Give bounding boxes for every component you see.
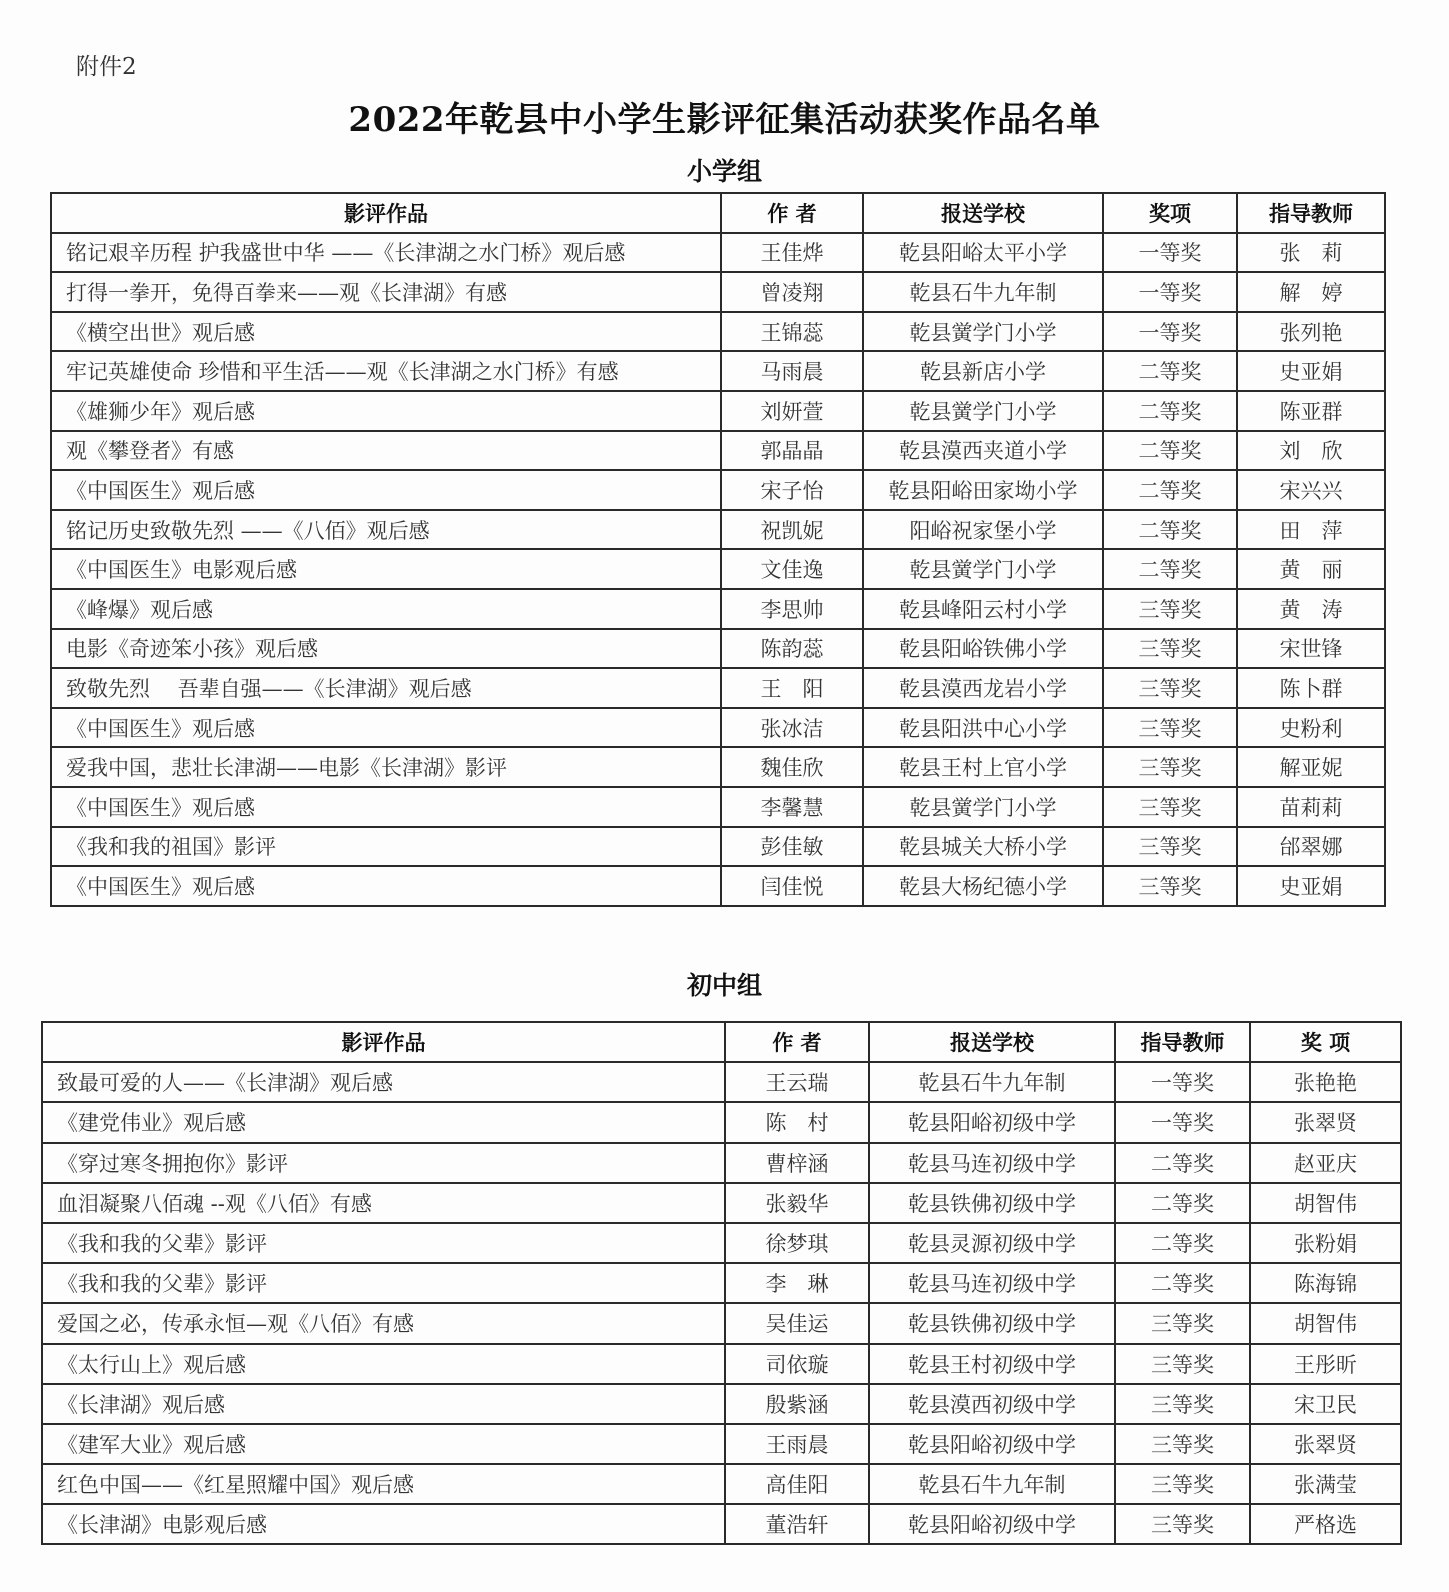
table-row — [42, 1143, 1401, 1183]
cell-col5: 张满莹 — [1250, 1464, 1401, 1504]
cell-work: 《太行山上》观后感 — [42, 1344, 725, 1384]
cell-author: 王云瑞 — [725, 1062, 869, 1102]
cell-school: 乾县阳峪太平小学 — [863, 233, 1103, 273]
table-row — [51, 668, 1385, 708]
cell-col4: 二等奖 — [1115, 1263, 1250, 1303]
cell-col4: 三等奖 — [1103, 708, 1237, 748]
cell-col5: 史亚娟 — [1237, 866, 1385, 906]
table-row — [51, 708, 1385, 748]
table-row — [42, 1384, 1401, 1424]
cell-work: 观《攀登者》有感 — [51, 431, 721, 471]
cell-col4: 二等奖 — [1103, 391, 1237, 431]
cell-author: 祝凯妮 — [721, 510, 863, 550]
header-award: 奖 项 — [1250, 1022, 1401, 1062]
cell-author: 马雨晨 — [721, 351, 863, 391]
middle-awards-table — [41, 1021, 1402, 1545]
cell-school: 乾县石牛九年制 — [863, 272, 1103, 312]
table-row — [42, 1424, 1401, 1464]
cell-col5: 史亚娟 — [1237, 351, 1385, 391]
table-row — [42, 1102, 1401, 1142]
cell-author: 高佳阳 — [725, 1464, 869, 1504]
cell-school: 乾县黉学门小学 — [863, 549, 1103, 589]
cell-school: 乾县石牛九年制 — [869, 1464, 1115, 1504]
cell-col4: 二等奖 — [1115, 1223, 1250, 1263]
cell-col4: 二等奖 — [1103, 431, 1237, 471]
cell-work: 血泪凝聚八佰魂 --观《八佰》有感 — [42, 1183, 725, 1223]
header-school: 报送学校 — [869, 1022, 1115, 1062]
cell-work: 《长津湖》电影观后感 — [42, 1504, 725, 1544]
cell-work: 《中国医生》观后感 — [51, 708, 721, 748]
cell-col4: 一等奖 — [1103, 312, 1237, 352]
cell-work: 《我和我的祖国》影评 — [51, 827, 721, 867]
cell-col4: 三等奖 — [1103, 668, 1237, 708]
cell-author: 徐梦琪 — [725, 1223, 869, 1263]
cell-col5: 黄 丽 — [1237, 549, 1385, 589]
cell-school: 乾县峰阳云村小学 — [863, 589, 1103, 629]
header-teacher: 指导教师 — [1237, 193, 1385, 233]
cell-school: 乾县漠西夹道小学 — [863, 431, 1103, 471]
cell-school: 乾县马连初级中学 — [869, 1263, 1115, 1303]
cell-col5: 宋卫民 — [1250, 1384, 1401, 1424]
cell-col4: 三等奖 — [1103, 866, 1237, 906]
cell-work: 《建党伟业》观后感 — [42, 1102, 725, 1142]
header-author: 作 者 — [721, 193, 863, 233]
cell-author: 王锦蕊 — [721, 312, 863, 352]
document-title: 2022年乾县中小学生影评征集活动获奖作品名单 — [348, 100, 1101, 140]
table-row — [51, 470, 1385, 510]
cell-author: 李 琳 — [725, 1263, 869, 1303]
table-row — [51, 312, 1385, 352]
cell-author: 陈 村 — [725, 1102, 869, 1142]
cell-work: 铭记艰辛历程 护我盛世中华 ——《长津湖之水门桥》观后感 — [51, 233, 721, 273]
table-header-row — [42, 1022, 1401, 1062]
cell-col5: 刘 欣 — [1237, 431, 1385, 471]
cell-author: 殷紫涵 — [725, 1384, 869, 1424]
cell-col4: 三等奖 — [1115, 1504, 1250, 1544]
cell-col5: 陈亚群 — [1237, 391, 1385, 431]
header-author: 作 者 — [725, 1022, 869, 1062]
cell-school: 乾县黉学门小学 — [863, 312, 1103, 352]
header-work: 影评作品 — [42, 1022, 725, 1062]
cell-school: 乾县阳峪田家坳小学 — [863, 470, 1103, 510]
table-row — [42, 1303, 1401, 1343]
cell-author: 闫佳悦 — [721, 866, 863, 906]
cell-col5: 胡智伟 — [1250, 1183, 1401, 1223]
cell-work: 爱国之必，传承永恒—观《八佰》有感 — [42, 1303, 725, 1343]
cell-col4: 一等奖 — [1115, 1062, 1250, 1102]
table-row — [42, 1183, 1401, 1223]
cell-col5: 严格选 — [1250, 1504, 1401, 1544]
cell-work: 《我和我的父辈》影评 — [42, 1223, 725, 1263]
cell-work: 红色中国——《红星照耀中国》观后感 — [42, 1464, 725, 1504]
cell-work: 《中国医生》观后感 — [51, 866, 721, 906]
cell-col4: 三等奖 — [1103, 629, 1237, 669]
cell-col5: 邰翠娜 — [1237, 827, 1385, 867]
cell-work: 《我和我的父辈》影评 — [42, 1263, 725, 1303]
cell-school: 乾县漠西龙岩小学 — [863, 668, 1103, 708]
table-row — [51, 431, 1385, 471]
table-row — [42, 1263, 1401, 1303]
cell-col4: 三等奖 — [1115, 1464, 1250, 1504]
cell-author: 彭佳敏 — [721, 827, 863, 867]
cell-col5: 张艳艳 — [1250, 1062, 1401, 1102]
cell-author: 魏佳欣 — [721, 747, 863, 787]
cell-author: 董浩轩 — [725, 1504, 869, 1544]
table-header-row — [51, 193, 1385, 233]
cell-work: 铭记历史致敬先烈 ——《八佰》观后感 — [51, 510, 721, 550]
cell-school: 乾县铁佛初级中学 — [869, 1183, 1115, 1223]
cell-school: 乾县阳峪铁佛小学 — [863, 629, 1103, 669]
cell-author: 曹梓涵 — [725, 1143, 869, 1183]
table-row — [51, 233, 1385, 273]
cell-school: 乾县铁佛初级中学 — [869, 1303, 1115, 1343]
cell-col5: 宋世锋 — [1237, 629, 1385, 669]
cell-school: 乾县大杨纪德小学 — [863, 866, 1103, 906]
cell-col4: 二等奖 — [1103, 351, 1237, 391]
cell-school: 乾县石牛九年制 — [869, 1062, 1115, 1102]
cell-col4: 一等奖 — [1115, 1102, 1250, 1142]
cell-school: 乾县王村上官小学 — [863, 747, 1103, 787]
cell-school: 乾县阳洪中心小学 — [863, 708, 1103, 748]
cell-author: 文佳逸 — [721, 549, 863, 589]
table-row — [51, 827, 1385, 867]
cell-author: 张冰洁 — [721, 708, 863, 748]
cell-col5: 张粉娟 — [1250, 1223, 1401, 1263]
cell-col4: 二等奖 — [1115, 1143, 1250, 1183]
attachment-label: 附件2 — [76, 54, 137, 80]
cell-author: 陈韵蕊 — [721, 629, 863, 669]
cell-school: 乾县黉学门小学 — [863, 787, 1103, 827]
cell-author: 张毅华 — [725, 1183, 869, 1223]
cell-col5: 苗莉莉 — [1237, 787, 1385, 827]
cell-school: 乾县阳峪初级中学 — [869, 1424, 1115, 1464]
cell-col4: 二等奖 — [1103, 549, 1237, 589]
cell-col4: 三等奖 — [1115, 1384, 1250, 1424]
table-row — [51, 787, 1385, 827]
cell-col5: 陈海锦 — [1250, 1263, 1401, 1303]
cell-author: 王佳烨 — [721, 233, 863, 273]
cell-col5: 田 萍 — [1237, 510, 1385, 550]
cell-work: 致敬先烈 吾辈自强——《长津湖》观后感 — [51, 668, 721, 708]
cell-col4: 一等奖 — [1103, 233, 1237, 273]
cell-school: 乾县漠西初级中学 — [869, 1384, 1115, 1424]
cell-school: 乾县黉学门小学 — [863, 391, 1103, 431]
cell-col5: 张列艳 — [1237, 312, 1385, 352]
cell-work: 《中国医生》观后感 — [51, 470, 721, 510]
table-row — [42, 1062, 1401, 1102]
table-row — [51, 272, 1385, 312]
cell-work: 《穿过寒冬拥抱你》影评 — [42, 1143, 725, 1183]
cell-school: 阳峪祝家堡小学 — [863, 510, 1103, 550]
table-row — [51, 510, 1385, 550]
header-school: 报送学校 — [863, 193, 1103, 233]
cell-col4: 二等奖 — [1103, 470, 1237, 510]
cell-author: 王 阳 — [721, 668, 863, 708]
cell-col4: 三等奖 — [1103, 827, 1237, 867]
cell-col5: 解 婷 — [1237, 272, 1385, 312]
table-row — [42, 1464, 1401, 1504]
header-award: 奖项 — [1103, 193, 1237, 233]
cell-col5: 张翠贤 — [1250, 1102, 1401, 1142]
cell-author: 李馨慧 — [721, 787, 863, 827]
table-row — [51, 391, 1385, 431]
primary-awards-table — [50, 192, 1386, 907]
cell-school: 乾县城关大桥小学 — [863, 827, 1103, 867]
cell-author: 曾凌翔 — [721, 272, 863, 312]
cell-author: 郭晶晶 — [721, 431, 863, 471]
cell-col4: 三等奖 — [1115, 1424, 1250, 1464]
cell-col4: 三等奖 — [1115, 1303, 1250, 1343]
cell-col4: 二等奖 — [1103, 510, 1237, 550]
primary-table-body — [51, 233, 1385, 906]
cell-col4: 三等奖 — [1115, 1344, 1250, 1384]
cell-col5: 张翠贤 — [1250, 1424, 1401, 1464]
cell-work: 爱我中国，悲壮长津湖——电影《长津湖》影评 — [51, 747, 721, 787]
cell-author: 李思帅 — [721, 589, 863, 629]
table-row — [51, 589, 1385, 629]
header-work: 影评作品 — [51, 193, 721, 233]
table-row — [42, 1504, 1401, 1544]
cell-col5: 胡智伟 — [1250, 1303, 1401, 1343]
table-row — [51, 747, 1385, 787]
table-row — [42, 1223, 1401, 1263]
cell-school: 乾县新店小学 — [863, 351, 1103, 391]
cell-work: 《建军大业》观后感 — [42, 1424, 725, 1464]
table-row — [42, 1344, 1401, 1384]
cell-school: 乾县阳峪初级中学 — [869, 1504, 1115, 1544]
cell-col4: 三等奖 — [1103, 589, 1237, 629]
cell-work: 《中国医生》电影观后感 — [51, 549, 721, 589]
cell-work: 《雄狮少年》观后感 — [51, 391, 721, 431]
table-row — [51, 866, 1385, 906]
cell-col5: 史粉利 — [1237, 708, 1385, 748]
cell-col5: 赵亚庆 — [1250, 1143, 1401, 1183]
cell-author: 刘妍萱 — [721, 391, 863, 431]
middle-group-title: 初中组 — [686, 971, 762, 1000]
cell-col4: 三等奖 — [1103, 747, 1237, 787]
cell-school: 乾县阳峪初级中学 — [869, 1102, 1115, 1142]
middle-table-body — [42, 1062, 1401, 1544]
cell-col5: 王彤昕 — [1250, 1344, 1401, 1384]
cell-work: 电影《奇迹笨小孩》观后感 — [51, 629, 721, 669]
cell-col5: 陈卜群 — [1237, 668, 1385, 708]
cell-col5: 宋兴兴 — [1237, 470, 1385, 510]
header-teacher: 指导教师 — [1115, 1022, 1250, 1062]
cell-work: 牢记英雄使命 珍惜和平生活——观《长津湖之水门桥》有感 — [51, 351, 721, 391]
cell-col4: 一等奖 — [1103, 272, 1237, 312]
cell-author: 王雨晨 — [725, 1424, 869, 1464]
cell-work: 《峰爆》观后感 — [51, 589, 721, 629]
table-row — [51, 549, 1385, 589]
cell-col4: 二等奖 — [1115, 1183, 1250, 1223]
cell-work: 打得一拳开，免得百拳来——观《长津湖》有感 — [51, 272, 721, 312]
cell-author: 吴佳运 — [725, 1303, 869, 1343]
cell-work: 《中国医生》观后感 — [51, 787, 721, 827]
cell-work: 《横空出世》观后感 — [51, 312, 721, 352]
cell-work: 致最可爱的人——《长津湖》观后感 — [42, 1062, 725, 1102]
primary-group-title: 小学组 — [686, 157, 762, 186]
table-row — [51, 351, 1385, 391]
cell-school: 乾县王村初级中学 — [869, 1344, 1115, 1384]
cell-col5: 张 莉 — [1237, 233, 1385, 273]
table-row — [51, 629, 1385, 669]
cell-author: 司依璇 — [725, 1344, 869, 1384]
cell-work: 《长津湖》观后感 — [42, 1384, 725, 1424]
cell-school: 乾县灵源初级中学 — [869, 1223, 1115, 1263]
cell-school: 乾县马连初级中学 — [869, 1143, 1115, 1183]
cell-col4: 三等奖 — [1103, 787, 1237, 827]
cell-author: 宋子怡 — [721, 470, 863, 510]
cell-col5: 解亚妮 — [1237, 747, 1385, 787]
cell-col5: 黄 涛 — [1237, 589, 1385, 629]
